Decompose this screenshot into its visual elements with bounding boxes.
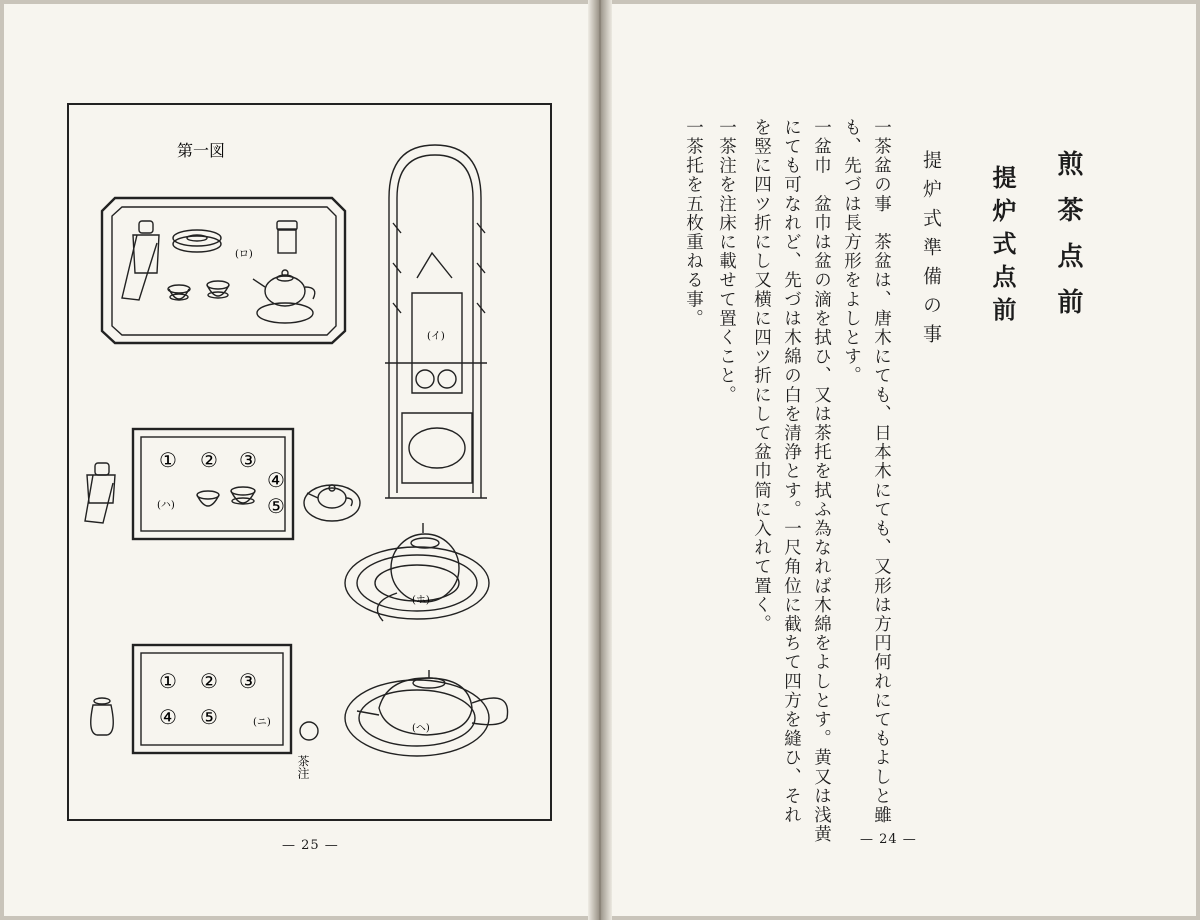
book-gutter <box>588 0 612 920</box>
tea-tray-ni <box>133 645 291 753</box>
cup-number-3: ③ <box>239 448 257 472</box>
page-number-left: — 25 — <box>282 838 339 853</box>
label-i: (イ) <box>427 331 445 342</box>
cup-number-2: ② <box>200 448 218 472</box>
cup-number-1-lower: ① <box>159 669 177 693</box>
body-line-2: も、先づは長方形をよしとす。 <box>841 118 862 386</box>
body-line-5: を竪に四ツ折にし又横に四ツ折にして盆巾筒に入れて置く。 <box>751 118 772 634</box>
section-title: 提炉式準備の事 <box>920 150 942 353</box>
cup-number-3-lower: ③ <box>239 669 257 693</box>
cup-number-1: ① <box>159 448 177 472</box>
chachu-stand-icon <box>300 722 318 740</box>
cup-number-4-lower: ④ <box>159 705 177 729</box>
body-line-6: 一茶注を注床に載せて置くこと。 <box>716 118 737 405</box>
teapot-with-handle-he <box>345 670 508 756</box>
page-number-right: — 24 — <box>860 832 917 847</box>
body-line-3: 一盆巾 盆巾は盆の滴を拭ひ、又は茶托を拭ふ為なれば木綿をよしとす。黄又は浅黄 <box>811 118 832 844</box>
body-line-4: にても可なれど、先づは木綿の白を清浄とす。一尺角位に截ちて四方を縫ひ、それ <box>781 118 802 825</box>
label-ho: (ホ) <box>412 595 430 606</box>
label-ni: (ニ) <box>253 717 271 728</box>
body-line-7: 一茶托を五枚重ねる事。 <box>683 118 704 329</box>
cup-number-2-lower: ② <box>200 669 218 693</box>
towel-holder-left-icon <box>85 463 115 523</box>
teapot-on-stand-icon <box>304 485 360 521</box>
tea-caddy-icon <box>277 221 297 253</box>
tea-caddy-lower-icon <box>91 698 114 735</box>
chachu-label: 茶注 <box>296 755 310 779</box>
brazier-stand-i <box>385 145 487 498</box>
saucer-stack-icon <box>173 230 221 252</box>
label-ro: (ロ) <box>235 249 253 260</box>
cup-number-5: ⑤ <box>267 494 285 518</box>
sub-title: 提炉式点前 <box>988 165 1017 330</box>
teapot-on-mat-ho <box>345 523 489 621</box>
cup-number-4: ④ <box>267 468 285 492</box>
label-he: (ヘ) <box>412 723 430 734</box>
main-title: 煎茶点前 <box>1053 150 1083 334</box>
small-teapot-icon <box>253 270 315 323</box>
label-ha: (ハ) <box>157 500 175 511</box>
tea-cups-icon <box>168 281 229 300</box>
figure-title: 第一図 <box>177 141 226 160</box>
body-line-1: 一茶盆の事 茶盆は、唐木にても、日本木にても、又形は方円何れにてもよしと雖 <box>871 118 892 825</box>
towel-holder-icon <box>122 221 159 300</box>
cup-pair-icon <box>197 487 255 506</box>
tea-tray-ro <box>102 198 345 343</box>
figure-one-illustration <box>67 103 552 821</box>
cup-number-5-lower: ⑤ <box>200 705 218 729</box>
